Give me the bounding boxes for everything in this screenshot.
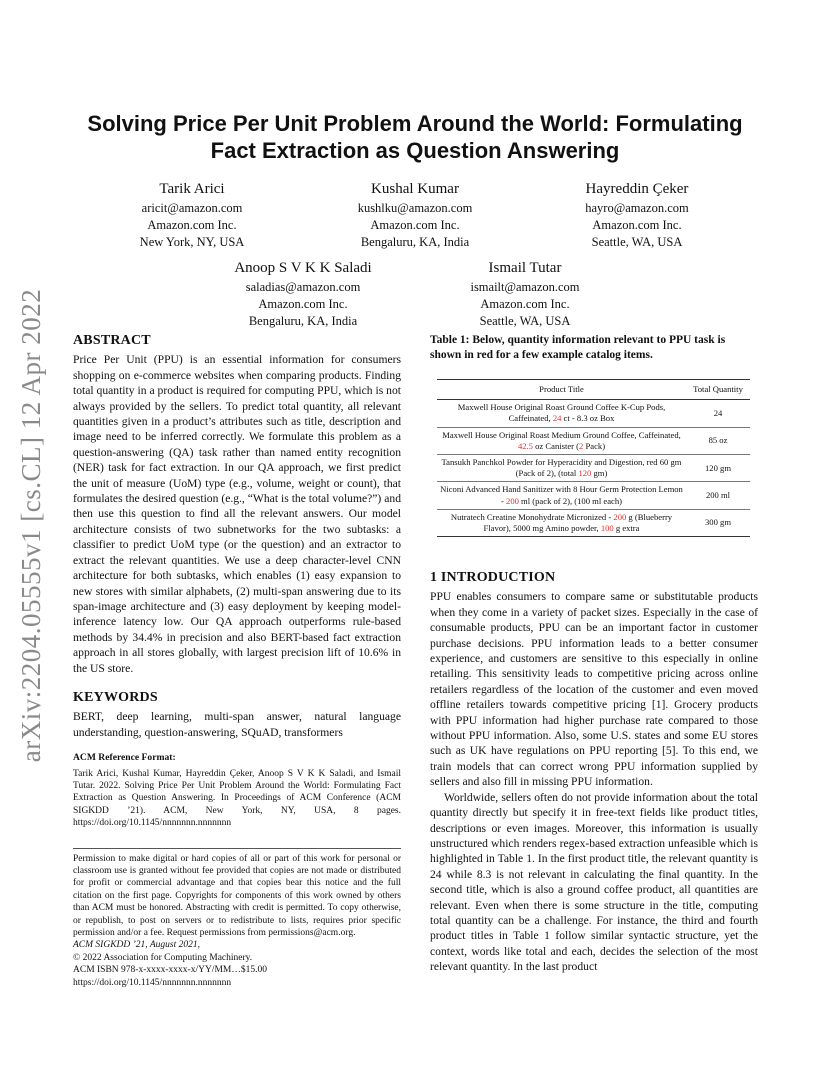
author-name: Hayreddin Çeker <box>585 181 689 197</box>
table-row <box>437 509 750 536</box>
author-org: Amazon.com Inc. <box>258 297 348 311</box>
author-email[interactable]: saladias@amazon.com <box>245 280 361 294</box>
product-title-cell: Niconi Advanced Hand Sanitizer with 8 Hour Germ Protection Lemon - 200 ml (pack of 2), (100 ml each) <box>437 482 686 509</box>
highlighted-quantity: 2 <box>579 440 584 451</box>
total-quantity-cell: 300 gm <box>686 509 750 536</box>
table-row <box>437 400 750 427</box>
author-name: Ismail Tutar <box>488 260 562 276</box>
conference-line: ACM SIGKDD ’21, August 2021, <box>73 940 201 951</box>
table-row <box>437 482 750 509</box>
author-block <box>193 257 413 330</box>
acm-reference-text: Tarik Arici, Kushal Kumar, Hayreddin Çeker, Anoop S V K K Saladi, and Ismail Tutar. 2022. Solving Price Per Unit Problem Around the World: Formulating Fact Extraction as Question Answering. In Proceedings of ACM Conference (ACM SIGKDD ’21). ACM, New York, NY, USA, 8 pages. https://doi.org/10.1145/nnnnnnn.nnnnnnn <box>73 768 401 829</box>
arxiv-stamp <box>14 290 50 760</box>
left-column <box>73 333 401 989</box>
product-title-cell: Nutratech Creatine Monohydrate Micronized - 200 g (Blueberry Flavor), 5000 mg Amino powder, 100 g extra <box>437 509 686 536</box>
table-row <box>437 455 750 482</box>
introduction-section <box>430 570 758 975</box>
abstract-heading: ABSTRACT <box>73 333 151 348</box>
keywords-heading: KEYWORDS <box>73 689 158 705</box>
author-name: Anoop S V K K Saladi <box>234 260 372 276</box>
author-org: Amazon.com Inc. <box>592 218 682 232</box>
highlighted-quantity: 42.5 <box>517 440 533 451</box>
permission-text: Permission to make digital or hard copies of all or part of this work for personal or classroom use is granted without fee provided that copies are not made or distributed for profit or commercial advantage and that copies bear this notice and the full citation on the first page. Copyrights for components of this work owned by others than ACM must be honored. Abstracting with credit is permitted. To copy otherwise, or republish, to post on servers or to redistribute to lists, requires prior specific permission and/or a fee. Request permissions from permissions@acm.org. <box>73 853 401 939</box>
author-location: New York, NY, USA <box>139 235 245 249</box>
highlighted-quantity: 200 <box>506 495 519 506</box>
keywords-text: BERT, deep learning, multi-span answer, natural language understanding, question-answering, SQuAD, transformers <box>73 710 401 739</box>
total-quantity-cell: 200 ml <box>686 482 750 509</box>
highlighted-quantity: 100 <box>600 523 614 534</box>
author-email[interactable]: kushlku@amazon.com <box>357 201 473 215</box>
author-location: Bengaluru, KA, India <box>248 314 358 328</box>
author-location: Bengaluru, KA, India <box>360 235 470 249</box>
highlighted-quantity: 200 <box>613 511 627 522</box>
product-title-cell: Maxwell House Original Roast Medium Ground Coffee, Caffeinated, 42.5 oz Canister (2 Pack) <box>437 427 686 454</box>
abstract-text: Price Per Unit (PPU) is an essential information for consumers shopping on e-commerce websites when comparing products. Finding total quantity in a product is required for computing PPU, which is not always provided by the sellers. To predict total quantity, all relevant quantities given in a product’s attributes such as title, description and image need to be inferred correctly. We formulate this problem as a question-answering (QA) task rather than named entity recognition (NER) task for fact extraction. In our QA approach, we first predict the unit of measure (UoM) type (e.g., volume, weight or count), that formulates the desired question (e.g., “What is the total volume?”) and then use this question to find all the relevant answers. Our model architecture consists of two subnetworks for the two subtasks: a classifier to predict UoM type (or the question) and an extractor to extract the relevant quantities. We use a deep character-level CNN architecture for both subtasks, which enables (1) easy expansion to new stores with similar alphabets, (2) multi-span answering due to its span-image architecture and (3) easy deployment by keeping model-inference latency low. Our QA approach outperforms rule-based methods by 34.4% in precision and also BERT-based fact extraction approach in all stores globally, with largest precision lift of 10.6% in the US store. <box>73 353 401 675</box>
table-caption-block <box>430 333 758 363</box>
table-header-title: Product Title <box>437 380 686 400</box>
author-org: Amazon.com Inc. <box>480 297 570 311</box>
author-name: Kushal Kumar <box>371 181 459 197</box>
highlighted-quantity: 120 <box>578 468 592 479</box>
table-caption: Table 1: Below, quantity information relevant to PPU task is shown in red for a few example catalog items. <box>430 334 726 361</box>
product-table <box>437 379 750 537</box>
table-header-row <box>437 380 750 400</box>
author-org: Amazon.com Inc. <box>370 218 460 232</box>
author-block <box>82 178 302 251</box>
footnote-rule <box>73 848 401 849</box>
highlighted-quantity: 24 <box>552 413 562 424</box>
author-email[interactable]: ismailt@amazon.com <box>470 280 580 294</box>
arxiv-stamp-text: arXiv:2204.05555v1 [cs.CL] 12 Apr 2022 <box>16 288 47 762</box>
copyright-line: © 2022 Association for Computing Machinery. <box>73 952 253 963</box>
total-quantity-cell: 120 gm <box>686 455 750 482</box>
intro-paragraph: Worldwide, sellers often do not provide information about the total quantity directly but specify it in free-text fields like product titles, descriptions or even images. Moreover, this information is usually unstructured which renders regex-based extraction unfeasible which is highlighted in Table 1. In the first product title, the relevant quantity is 24 while 8.3 is not relevant in calculating the final quantity. In the second title, which is also a ground coffee product, all quantities are relevant. Even when there is some structure in the title, computing total quantity can be a challenge. For instance, the third and fourth product titles in Table 1 follow similar syntactic structure, yet the context, words like total and each, decides the selection of the most relevant quantity. In the last product <box>430 790 758 974</box>
product-title-cell: Tansukh Panchkol Powder for Hyperacidity and Digestion, red 60 gm (Pack of 2), (total 120 gm) <box>437 455 686 482</box>
author-name: Tarik Arici <box>159 181 225 197</box>
author-org: Amazon.com Inc. <box>147 218 237 232</box>
author-block <box>415 257 635 330</box>
table-row <box>437 427 750 454</box>
acm-reference-heading: ACM Reference Format: <box>73 752 176 764</box>
doi-line[interactable]: https://doi.org/10.1145/nnnnnnn.nnnnnnn <box>73 977 232 988</box>
total-quantity-cell: 85 oz <box>686 427 750 454</box>
paper-title: Solving Price Per Unit Problem Around the World: Formulating Fact Extraction as Question Answering <box>87 111 743 163</box>
total-quantity-cell: 24 <box>686 400 750 427</box>
intro-paragraph: PPU enables consumers to compare same or substitutable products when they come in a variety of packet sizes. Especially in the case of consumable products, PPU can be an important factor in customer purchase decisions. PPU information leads to a better consumer experience, and customers are sensitive to this especially in online retailing. This sensitivity leads to competitive pricing across online retailers regardless of the location of the customer and even moved offline retailers towards competitive pricing [1]. Grocery products with PPU information had higher purchase rate compared to those without PPU information. Also, some U.S. states and some EU stores such as UK have regulations on PPU reporting [5]. To this end, we train models that can correct wrong PPU information supplied by sellers and also fill in missing PPU information. <box>430 590 758 789</box>
author-block <box>527 178 747 251</box>
table-header-quantity: Total Quantity <box>686 380 750 400</box>
author-email[interactable]: hayro@amazon.com <box>585 201 689 215</box>
author-email[interactable]: aricit@amazon.com <box>141 201 243 215</box>
product-title-cell: Maxwell House Original Roast Ground Coffee K-Cup Pods, Caffeinated, 24 ct - 8.3 oz Box <box>437 400 686 427</box>
author-location: Seattle, WA, USA <box>591 235 683 249</box>
author-location: Seattle, WA, USA <box>479 314 571 328</box>
introduction-heading: 1 INTRODUCTION <box>430 570 556 585</box>
author-block <box>305 178 525 251</box>
isbn-line: ACM ISBN 978-x-xxxx-xxxx-x/YY/MM…$15.00 <box>73 965 267 976</box>
